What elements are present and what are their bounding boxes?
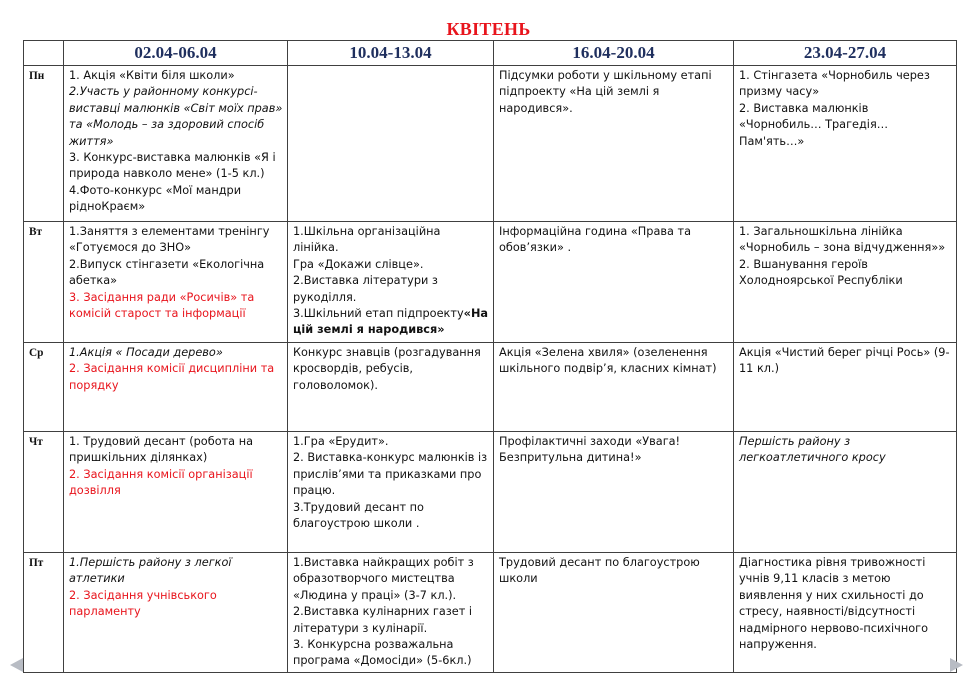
table-row [24, 66, 957, 222]
table-row [24, 432, 957, 553]
activity-item: 2. Вшанування героїв Холодноярської Республіки [739, 257, 903, 288]
table-row [24, 222, 957, 343]
table-row [24, 553, 957, 673]
activity-item: 2. Виставка малюнків «Чорнобиль… Трагедія… Пам'ять…» [739, 101, 889, 148]
activity-item: 2. Виставка-конкурс малюнків із прислів’ями та приказками про працю. [293, 451, 488, 498]
schedule-cell [494, 553, 734, 673]
week-header: 23.04-27.04 [734, 41, 957, 66]
schedule-cell [64, 222, 288, 343]
page-title: КВІТЕНЬ [446, 19, 531, 39]
day-label: Ср [24, 343, 64, 432]
activity-item: Гра «Докажи слівце». [293, 257, 424, 271]
schedule-cell [734, 222, 957, 343]
activity-item: 2.Випуск стінгазети «Екологічна абетка» [69, 257, 265, 288]
schedule-cell [734, 66, 957, 222]
activity-item: 1.Заняття з елементами тренінгу «Готуємося до ЗНО» [69, 225, 270, 255]
activity-item: Акція «Зелена хвиля» (озеленення шкільного подвір’я, класних кімнат) [499, 346, 717, 376]
activity-item: 3.Шкільний етап підпроекту«На цій землі я народився» [293, 307, 489, 337]
activity-item: Конкурс знавців (розгадування кросвордів, ребусів, головоломок). [293, 346, 481, 392]
arrow-right-icon[interactable] [950, 658, 963, 672]
schedule-cell [288, 432, 494, 553]
corner-cell [24, 41, 64, 66]
day-label: Чт [24, 432, 64, 553]
activity-item: Акція «Чистий берег річці Рось» (9-11 кл.) [739, 346, 950, 376]
activity-item: 2.Виставка літератури з рукоділля. [293, 274, 438, 304]
activity-item: 1. Акція «Квіти біля школи» [69, 69, 235, 82]
activity-item: 1.Першість району з легкої атлетики [69, 556, 232, 586]
schedule-cell [288, 222, 494, 343]
day-label: Вт [24, 222, 64, 343]
activity-item: 1.Виставка найкращих робіт з образотворчого мистецтва «Людина у праці» (3-7 кл.). [293, 556, 474, 602]
header-row [24, 41, 957, 66]
activity-item: 1.Шкільна організаційна лінійка. [293, 225, 441, 255]
week-header: 02.04-06.04 [64, 41, 288, 66]
day-label: Пт [24, 553, 64, 673]
activity-item: 1. Трудовий десант (робота на пришкільних ділянках) [69, 435, 254, 465]
activity-item: 2.Виставка кулінарних газет і літератури з кулінарії. [293, 605, 473, 635]
arrow-left-icon[interactable] [10, 658, 23, 672]
activity-item: 2. Засідання комісії дисципліни та порядку [69, 362, 275, 392]
activity-item: 3.Трудовий десант по благоустрою школи . [293, 500, 424, 531]
activity-item: 1.Гра «Ерудит». [293, 435, 389, 448]
schedule-cell [64, 553, 288, 673]
week-header: 16.04-20.04 [494, 41, 734, 66]
schedule-cell [494, 66, 734, 222]
schedule-cell [494, 432, 734, 553]
activity-item: 4.Фото-конкурс «Мої мандри рідноКраєм» [69, 183, 242, 214]
activity-item: Трудовий десант по благоустрою школи [499, 556, 700, 586]
schedule-table [23, 40, 957, 673]
activity-item: Підсумки роботи у шкільному етапі підпроекту «На цій землі я народився». [499, 69, 712, 115]
table-row [24, 343, 957, 432]
schedule-cell [288, 343, 494, 432]
schedule-cell [494, 343, 734, 432]
activity-item: Профілактичні заходи «Увага! Безпритульна дитина!» [499, 435, 681, 465]
week-header: 10.04-13.04 [288, 41, 494, 66]
activity-item: Першість району з легкоатлетичного кросу [739, 435, 886, 465]
activity-item: 1.Акція « Посади дерево» [69, 346, 223, 359]
activity-item: 1. Стінгазета «Чорнобиль через призму часу» [739, 69, 930, 99]
day-label: Пн [24, 66, 64, 222]
activity-item: 2. Засідання учнівського парламенту [69, 588, 217, 619]
schedule-cell [64, 343, 288, 432]
schedule-cell [288, 66, 494, 222]
schedule-cell [734, 432, 957, 553]
schedule-cell [288, 553, 494, 673]
activity-item: 3. Конкурс-виставка малюнків «Я і природа навколо мене» (1-5 кл.) [69, 151, 276, 181]
schedule-cell [64, 432, 288, 553]
schedule-cell [494, 222, 734, 343]
schedule-cell [734, 553, 957, 673]
activity-item: 1. Загальношкільна лінійка «Чорнобиль – зона відчудження»» [739, 225, 946, 255]
schedule-cell [64, 66, 288, 222]
activity-item: Інформаційна година «Права та обов’язки» . [499, 225, 692, 255]
activity-item: 3. Конкурсна розважальна програма «Домосіди» (5-6кл.) [293, 638, 472, 668]
activity-item: Діагностика рівня тривожності учнів 9,11 класів з метою виявлення у них схильності до стресу, наявності/відсутності надмірного нервово-психічного напруження. [739, 556, 928, 652]
schedule-cell [734, 343, 957, 432]
activity-item: 2.Участь у районному конкурсі-виставці малюнків «Світ моїх прав» та «Молодь – за здоровий спосіб життя» [69, 85, 283, 148]
activity-item: 2. Засідання комісії організації дозвілля [69, 467, 253, 498]
activity-item: 3. Засідання ради «Росичів» та комісій старост та інформації [69, 290, 255, 321]
